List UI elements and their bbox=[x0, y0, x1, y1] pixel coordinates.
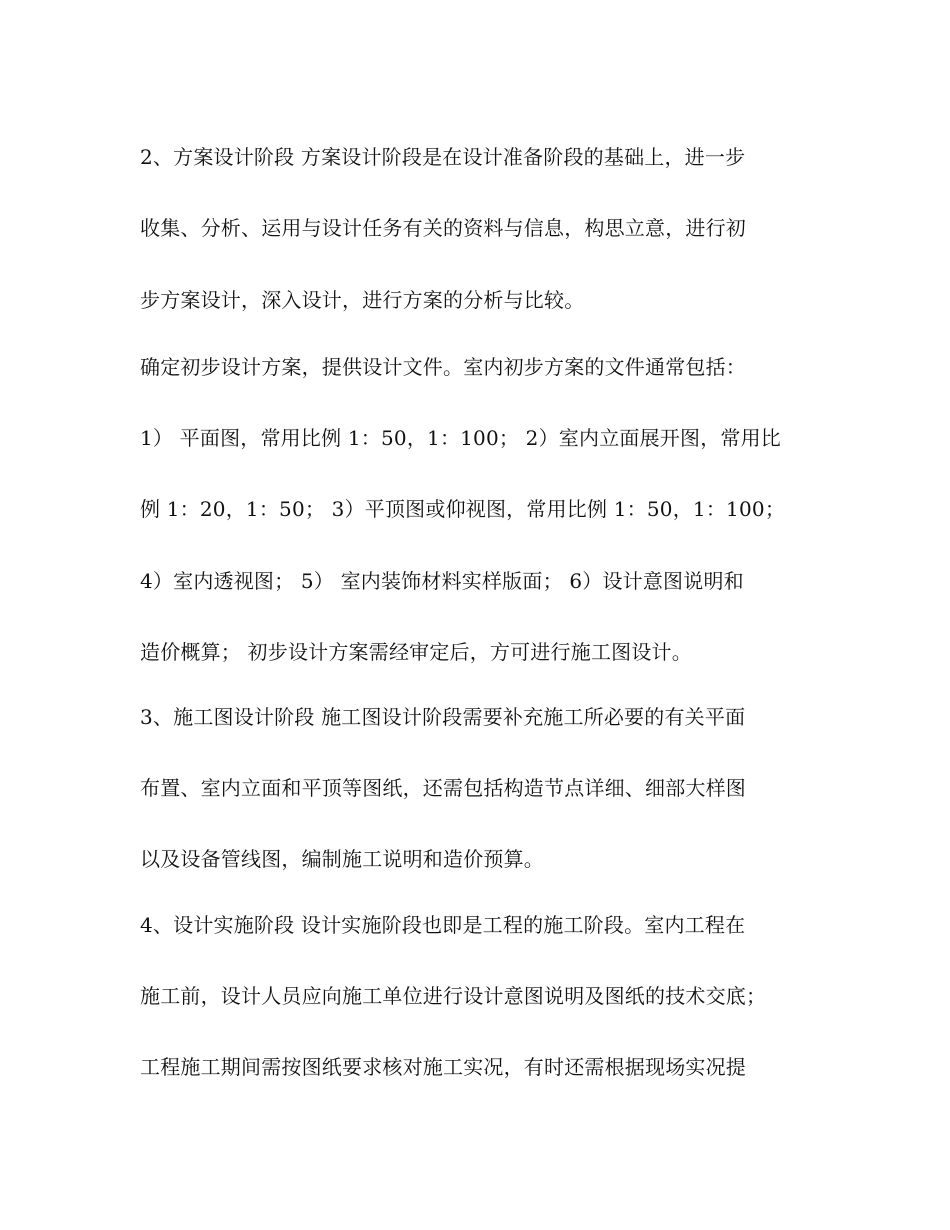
text-line: 工程施工期间需按图纸要求核对施工实况，有时还需根据现场实况提 bbox=[140, 1055, 746, 1079]
text-line: 施工前，设计人员应向施工单位进行设计意图说明及图纸的技术交底； bbox=[140, 984, 767, 1008]
text-line: 2、方案设计阶段 方案设计阶段是在设计准备阶段的基础上，进一步 bbox=[140, 145, 746, 169]
text-line: 4）室内透视图； 5） 室内装饰材料实样版面； 6）设计意图说明和 bbox=[140, 569, 744, 593]
text-line: 步方案设计，深入设计，进行方案的分析与比较。 bbox=[140, 288, 585, 312]
text-line: 例 1：20，1：50； 3）平顶图或仰视图，常用比例 1：50，1：100； bbox=[140, 497, 786, 521]
text-line: 布置、室内立面和平顶等图纸，还需包括构造节点详细、细部大样图 bbox=[140, 776, 746, 800]
text-line: 确定初步设计方案，提供设计文件。室内初步方案的文件通常包括： bbox=[140, 355, 746, 379]
text-line: 以及设备管线图，编制施工说明和造价预算。 bbox=[140, 847, 544, 871]
text-line: 收集、分析、运用与设计任务有关的资料与信息，构思立意，进行初 bbox=[140, 216, 746, 240]
text-line: 4、设计实施阶段 设计实施阶段也即是工程的施工阶段。室内工程在 bbox=[140, 913, 746, 937]
text-line: 3、施工图设计阶段 施工图设计阶段需要补充施工所必要的有关平面 bbox=[140, 705, 746, 729]
text-line: 1） 平面图，常用比例 1：50，1：100； 2）室内立面展开图，常用比 bbox=[140, 426, 781, 450]
text-line: 造价概算； 初步设计方案需经审定后，方可进行施工图设计。 bbox=[140, 640, 692, 664]
